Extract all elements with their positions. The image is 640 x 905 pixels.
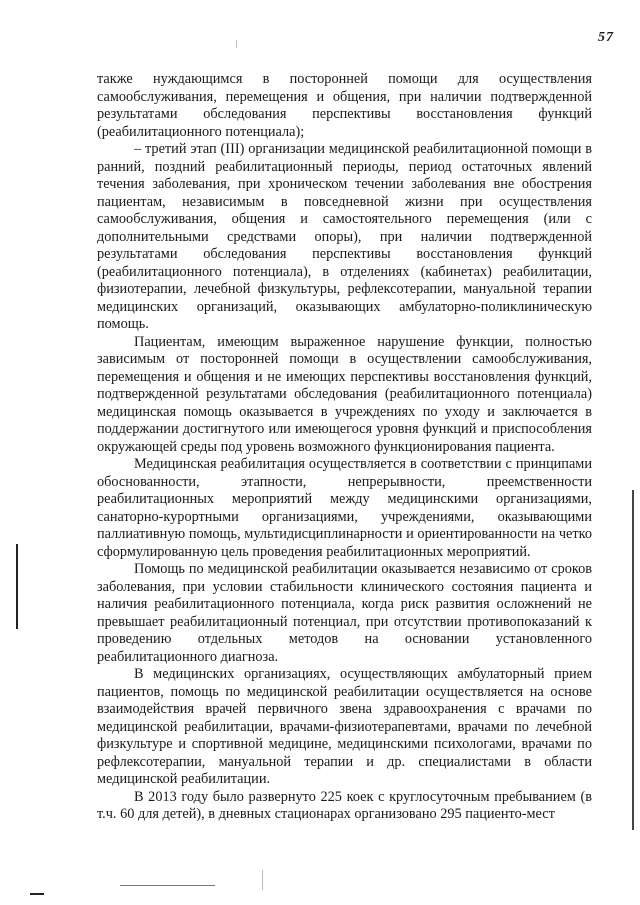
document-body	[97, 71, 592, 824]
paragraph-beds-2013: В 2013 году было развернуто 225 коек с круглосуточным пребыванием (в т.ч. 60 для детей), в дневных стационарах организовано 295 пациенто-мест	[97, 788, 592, 822]
paragraph-rehab-principles: Медицинская реабилитация осуществляется в соответствии с принципами обоснованности, этапности, непрерывности, преемственности реабилитационных мероприятий между медицинскими организациями, санаторно-курортными организациями, учреждениями, оказывающими паллиативную помощь, мультидисциплинарности и ориентированности на четко сформулированную цель проведения реабилитационных мероприятий.	[97, 456, 592, 560]
scan-mark-bottom	[120, 885, 215, 886]
paragraph-outpatient-rehab: В медицинских организациях, осуществляющих амбулаторный прием пациентов, помощь по медицинской реабилитации осуществляется на основе взаимодействия врачей первичного звена здравоохранения с врачами по медицинской реабилитации, врачами-физиотерапевтами, врачами по лечебной физкультуре и спортивной медицине, медицинскими психологами, врачами по рефлексотерапии, мануальной терапии и др. специалистами в области медицинской реабилитации.	[97, 666, 592, 787]
scan-mark-left	[16, 544, 18, 629]
paragraph-rehab-conditions: Помощь по медицинской реабилитации оказывается независимо от сроков заболевания, при условии стабильности клинического состояния пациента и наличия реабилитационного потенциала, когда риск развития осложнений не превышает реабилитационный потенциал, при отсутствии противопоказаний к проведению отдельных методов на основании установленного реабилитационного диагноза.	[97, 561, 592, 665]
scan-mark-right	[632, 490, 634, 830]
scan-artifact-top	[236, 40, 237, 48]
paragraph-third-stage: – третий этап (III) организации медицинской реабилитационной помощи в ранний, поздний реабилитационный периоды, период остаточных явлений течения заболевания, при хроническом течении заболевания вне обострения пациентам, независимым в повседневной жизни при осуществления самообслуживания, общения и самостоятельного перемещения (или с дополнительными средствами опоры), при наличии подтвержденной результатами обследования перспективы восстановления функций (реабилитационного потенциала), в отделениях (кабинетах) реабилитации, физиотерапии, лечебной физкультуры, рефлексотерапии, мануальной терапии медицинских организаций, оказывающих амбулаторно-поликлиническую помощь.	[97, 141, 592, 332]
paragraph-continued: также нуждающимся в посторонней помощи для осуществления самообслуживания, перемещения и общения, при наличии подтвержденной результатами обследования перспективы восстановления функций (реабилитационного потенциала);	[97, 71, 592, 140]
scan-artifact-bottom	[262, 870, 263, 890]
paragraph-dependent-patients: Пациентам, имеющим выраженное нарушение функции, полностью зависимым от посторонней помощи в осуществлении самообслуживания, перемещения и общения и не имеющих перспективы восстановления функций, подтвержденной результатами обследования (реабилитационного потенциала) медицинская помощь оказывается в учреждениях по уходу и заключается в поддержании достигнутого или имеющегося уровня функций и приспособления окружающей среды под уровень возможного функционирования пациента.	[97, 333, 592, 455]
page-number: 57	[598, 30, 614, 45]
scan-mark-corner	[30, 893, 44, 895]
